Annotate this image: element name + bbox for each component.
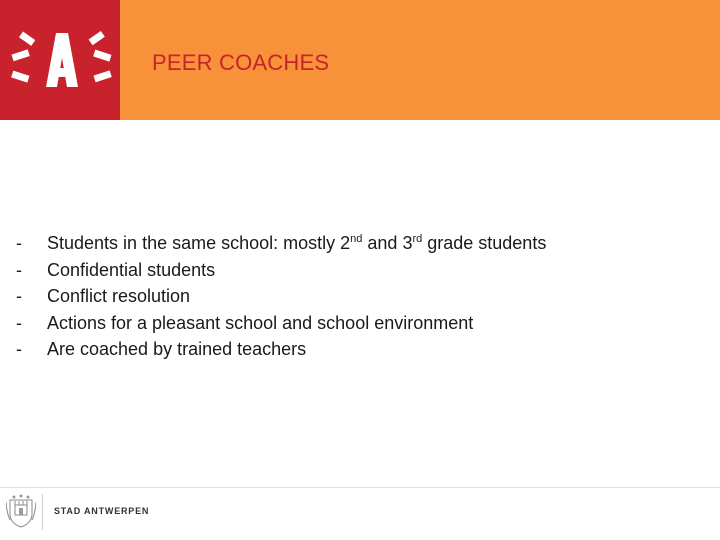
bullet-marker: -: [16, 286, 22, 306]
bullet-text: Conflict resolution: [47, 286, 191, 306]
bullet-marker: -: [16, 233, 22, 253]
bullet-marker: -: [16, 312, 22, 333]
bullet-text: Are coached by trained teachers: [47, 339, 307, 359]
bullet-text: Confidential students: [47, 259, 216, 280]
bullet-text: Students in the same school: mostly 2nd and 3rd grade students: [47, 233, 547, 253]
slide-title: PEER COACHES: [152, 50, 330, 75]
bullet-marker: -: [16, 339, 22, 359]
bullet-marker: -: [16, 259, 22, 280]
coat-of-arms-icon: [6, 494, 36, 533]
antwerp-a-logo-icon: [0, 0, 120, 120]
bullet-text: Actions for a pleasant school and school environment: [47, 312, 474, 333]
footer-divider: [0, 487, 720, 488]
footer-org-name: STAD ANTWERPEN: [54, 506, 150, 516]
footer-separator: [42, 494, 43, 530]
